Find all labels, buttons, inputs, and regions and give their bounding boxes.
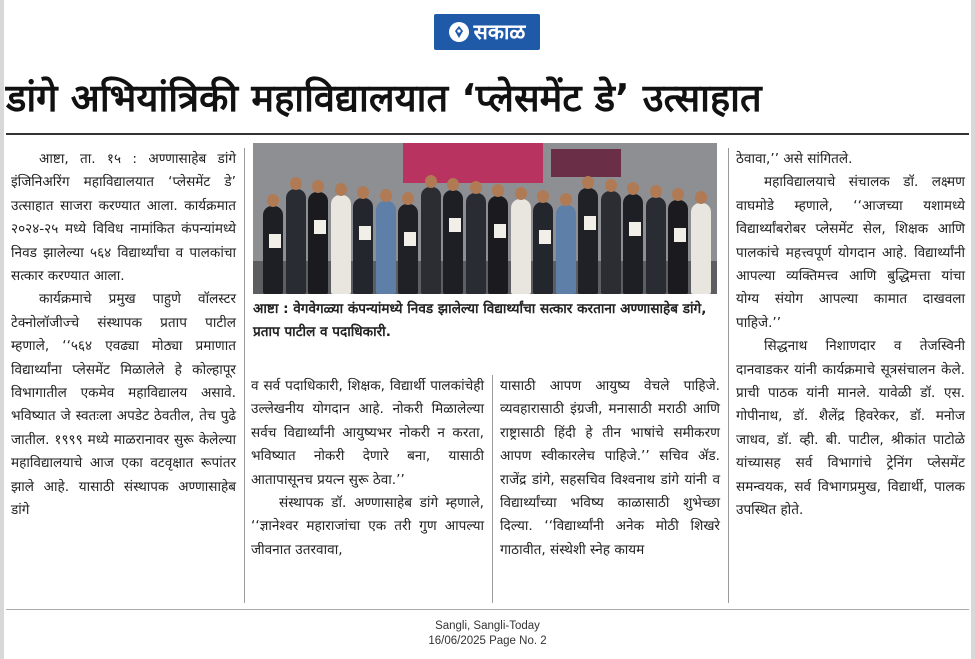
column-divider — [492, 375, 493, 603]
photo-person — [668, 200, 688, 294]
photo-person-head — [515, 187, 527, 200]
photo-person — [353, 198, 373, 294]
photo-person-head — [380, 189, 392, 202]
photo-plaque — [539, 230, 551, 244]
photo-person — [466, 193, 486, 294]
photo-person-head — [560, 193, 572, 206]
column-divider — [244, 148, 245, 603]
photo-person — [511, 199, 531, 294]
article-paragraph: ठेवावा,’’ असे सांगितले. — [736, 151, 853, 167]
article-paragraph: महाविद्यालयाचे संचालक डॉ. लक्ष्मण वाघमोडे म्हणाले, ‘‘आजच्या यशामध्ये विद्यार्थ्यांबरोबर प्लेसमेंट सेल, शिक्षक आणि पालकांचे महत्त्वपूर्ण योगदान आहे. विद्यार्थ्यांनी आपल्या व्यक्तिमत्त्व आणि बुद्धिमत्ता यांचा योग्य संयोग आपल्या कामात दाखवला पाहिजे.’’ — [736, 174, 965, 331]
photo-person — [398, 204, 418, 294]
photo-plaque — [269, 234, 281, 248]
photo-person — [691, 203, 711, 294]
photo-plaque — [404, 232, 416, 246]
article-paragraph: यासाठी आपण आयुष्य वेचले पाहिजे. व्यवहारासाठी इंग्रजी, मनासाठी मराठी आणि राष्ट्रासाठी हिंदी हे तीन भाषांचे समीकरण आपण स्वीकारलेच पाहिजे.’’ सचिव ॲड. राजेंद्र डांगे, सहसचिव विश्वनाथ डांगे यांनी व विद्यार्थ्यांच्या भविष्य काळासाठी शुभेच्छा दिल्या. ‘‘विद्यार्थ्यांनी अनेक मोठी शिखरे गाठावीत, संस्थेशी स्नेह कायम — [500, 378, 720, 558]
photo-person-head — [290, 177, 302, 190]
photo-person-head — [470, 181, 482, 194]
article-paragraph: कार्यक्रमाचे प्रमुख पाहुणे वॉलस्टर टेक्नोलॉजीज्चे संस्थापक प्रताप पाटील म्हणाले, ‘‘५६४ एवढ्या मोठ्या प्रमाणात विद्यार्थ्यांना प्लेसमेंट मिळालेले हे कोल्हापूर विभागातील एकमेव महाविद्यालय असावे. भविष्यात जे स्वतःला अपडेट ठेवतील, तेच पुढे जातील. १९९९ मध्ये माळरानावर सुरू केलेल्या महाविद्यालयाचे आज एका वटवृक्षात रूपांतर झाले आहे. यासाठी संस्थापक अण्णासाहेब डांगे — [11, 291, 236, 519]
photo-person-head — [425, 175, 437, 188]
photo-person-head — [267, 194, 279, 207]
photo-person — [443, 190, 463, 294]
photo-person — [308, 192, 328, 294]
article-column-4 — [736, 148, 965, 603]
photo-person-head — [357, 186, 369, 199]
photo-person-head — [672, 188, 684, 201]
photo-person — [623, 194, 643, 294]
photo-person — [263, 206, 283, 294]
photo-person — [488, 196, 508, 294]
sakal-logo — [434, 14, 540, 50]
photo-person-head — [492, 184, 504, 197]
photo-person-head — [537, 190, 549, 203]
photo-person — [556, 205, 576, 294]
photo-person-head — [695, 191, 707, 204]
photo-person — [421, 187, 441, 294]
photo-plaque — [674, 228, 686, 242]
article-paragraph: आष्टा, ता. १५ : अण्णासाहेब डांगे इंजिनिअरिंग महाविद्यालयात ‘प्लेसमेंट डे’ उत्साहात साजरा करण्यात आला. कार्यक्रमात २०२४-२५ मध्ये विविध नामांकित कंपन्यांमध्ये निवड झालेल्या ५६४ विद्यार्थ्यांचा व पालकांचा सत्कार करण्यात आला. — [11, 151, 236, 285]
photo-plaque — [584, 216, 596, 230]
article-paragraph: संस्थापक डॉ. अण्णासाहेब डांगे म्हणाले, ‘‘ज्ञानेश्वर महाराजांचा एक तरी गुण आपल्या जीवनात उतरवावा, — [251, 495, 484, 558]
article-column-3 — [500, 375, 720, 603]
page-edge-right — [971, 0, 975, 659]
photo-plaque — [449, 218, 461, 232]
photo-person — [601, 191, 621, 294]
article-column-1 — [11, 148, 236, 603]
photo-person — [286, 189, 306, 294]
stage-screen — [551, 149, 621, 177]
photo-person-head — [650, 185, 662, 198]
sakal-emblem-icon — [449, 22, 469, 42]
photo-person-head — [312, 180, 324, 193]
photo-person — [331, 195, 351, 294]
photo-person-head — [402, 192, 414, 205]
logo-text: सकाळ — [473, 19, 526, 44]
footer-date-page: 16/06/2025 Page No. 2 — [428, 635, 547, 647]
photo-person — [646, 197, 666, 294]
event-photo — [253, 143, 717, 294]
photo-plaque — [629, 222, 641, 236]
photo-plaque — [494, 224, 506, 238]
photo-person-head — [335, 183, 347, 196]
page-edge-left — [0, 0, 4, 659]
photo-plaque — [359, 226, 371, 240]
article-paragraph: व सर्व पदाधिकारी, शिक्षक, विद्यार्थी पालकांचेही उल्लेखनीय योगदान आहे. नोकरी मिळालेल्या सर्वच विद्यार्थ्यांनी आयुष्यभर नोकरी न करता, भविष्यात नोकरी देणारे बना, यासाठी आतापासूनच प्रयत्न सुरू ठेवा.’’ — [251, 378, 484, 488]
photo-person — [376, 201, 396, 294]
photo-person-head — [447, 178, 459, 191]
photo-person — [578, 188, 598, 294]
photo-person-head — [605, 179, 617, 192]
photo-person — [533, 202, 553, 294]
stage-banner — [403, 143, 543, 183]
headline-rule — [6, 133, 969, 135]
photo-plaque — [314, 220, 326, 234]
photo-caption: आष्टा : वेगवेगळ्या कंपन्यांमध्ये निवड झालेल्या विद्यार्थ्यांचा सत्कार करताना अण्णासाहेब डांगे, प्रताप पाटील व पदाधिकारी. — [253, 301, 707, 341]
article-column-2 — [251, 375, 484, 603]
photo-person-head — [582, 176, 594, 189]
photo-person-head — [627, 182, 639, 195]
footer-rule — [6, 609, 969, 610]
column-divider — [728, 148, 729, 603]
article-paragraph: सिद्धनाथ निशाणदार व तेजस्विनी दानवाडकर यांनी कार्यक्रमाचे सूत्रसंचालन केले. प्राची पाठक यांनी मानले. यावेळी डॉ. एस. गोपीनाथ, डॉ. शैलेंद्र हिवरेकर, डॉ. मनोज जाधव, डॉ. व्ही. बी. पाटील, श्रीकांत पाटोळे यांच्यासह सर्व विभागांचे ट्रेनिंग प्लेसमेंट समन्वयक, सर्व विभागप्रमुख, विद्यार्थी, पालक उपस्थित होते. — [736, 338, 965, 519]
headline: डांगे अभियांत्रिकी महाविद्यालयात ‘प्लेसमेंट डे’ उत्साहात — [6, 76, 762, 120]
footer-source: Sangli, Sangli-Today — [435, 620, 540, 632]
